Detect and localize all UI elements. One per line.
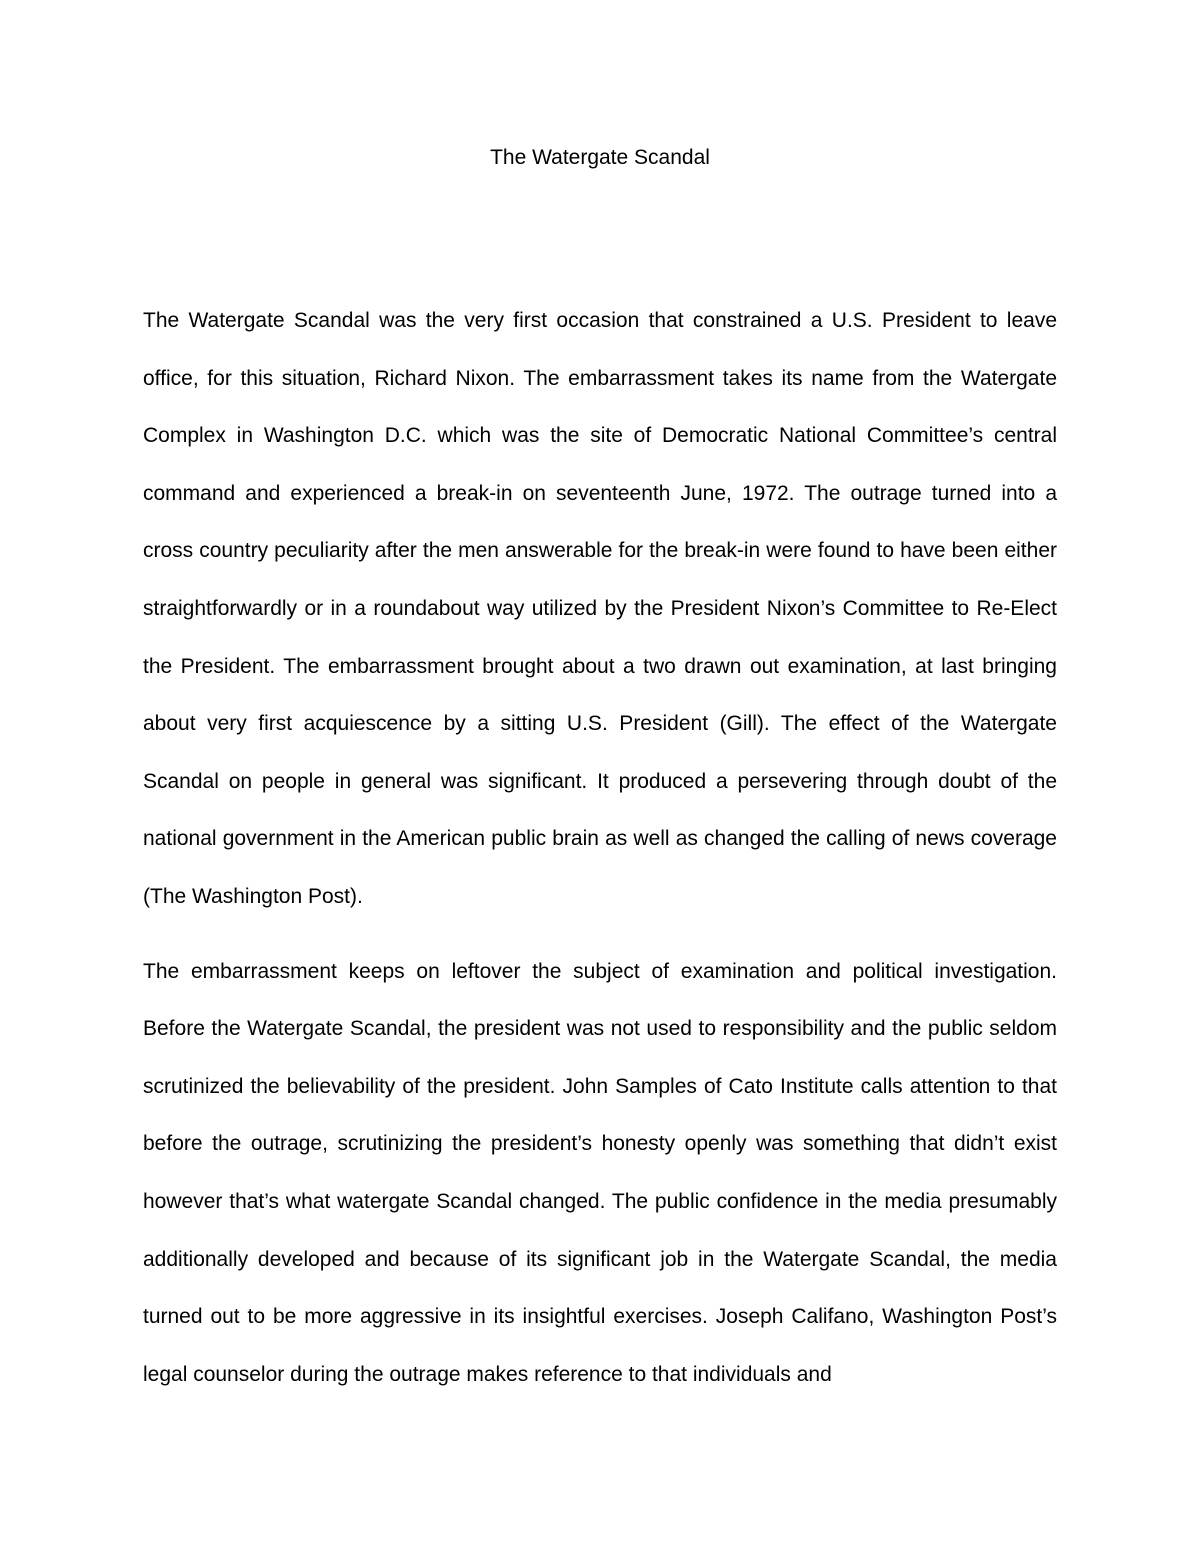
body-paragraph-2: The embarrassment keeps on leftover the subject of examination and political investigation. Before the Watergate Scandal, the president was not used to responsibility and the public seldom scrutinized the believability of the president. John Samples of Cato Institute calls attention to that before the outrage, scrutinizing the president’s honesty openly was something that didn’t exist however that’s what watergate Scandal changed. The public confidence in the media presumably additionally developed and because of its significant job in the Watergate Scandal, the media turned out to be more aggressive in its insightful exercises. Joseph Califano, Washington Post’s legal counselor during the outrage makes reference to that individuals and: [143, 959, 1057, 1386]
body-paragraph-1: The Watergate Scandal was the very first occasion that constrained a U.S. President to leave office, for this situation, Richard Nixon. The embarrassment takes its name from the Watergate Complex in Washington D.C. which was the site of Democratic National Committee’s central command and experienced a break-in on seventeenth June, 1972. The outrage turned into a cross country peculiarity after the men answerable for the break-in were found to have been either straightforwardly or in a roundabout way utilized by the President Nixon’s Committee to Re-Elect the President. The embarrassment brought about a two drawn out examination, at last bringing about very first acquiescence by a sitting U.S. President (Gill). The effect of the Watergate Scandal on people in general was significant. It produced a persevering through doubt of the national government in the American public brain as well as changed the calling of news coverage (The Washington Post).: [143, 309, 1057, 908]
document-body: [143, 292, 1057, 1403]
document-title: The Watergate Scandal: [490, 146, 710, 169]
